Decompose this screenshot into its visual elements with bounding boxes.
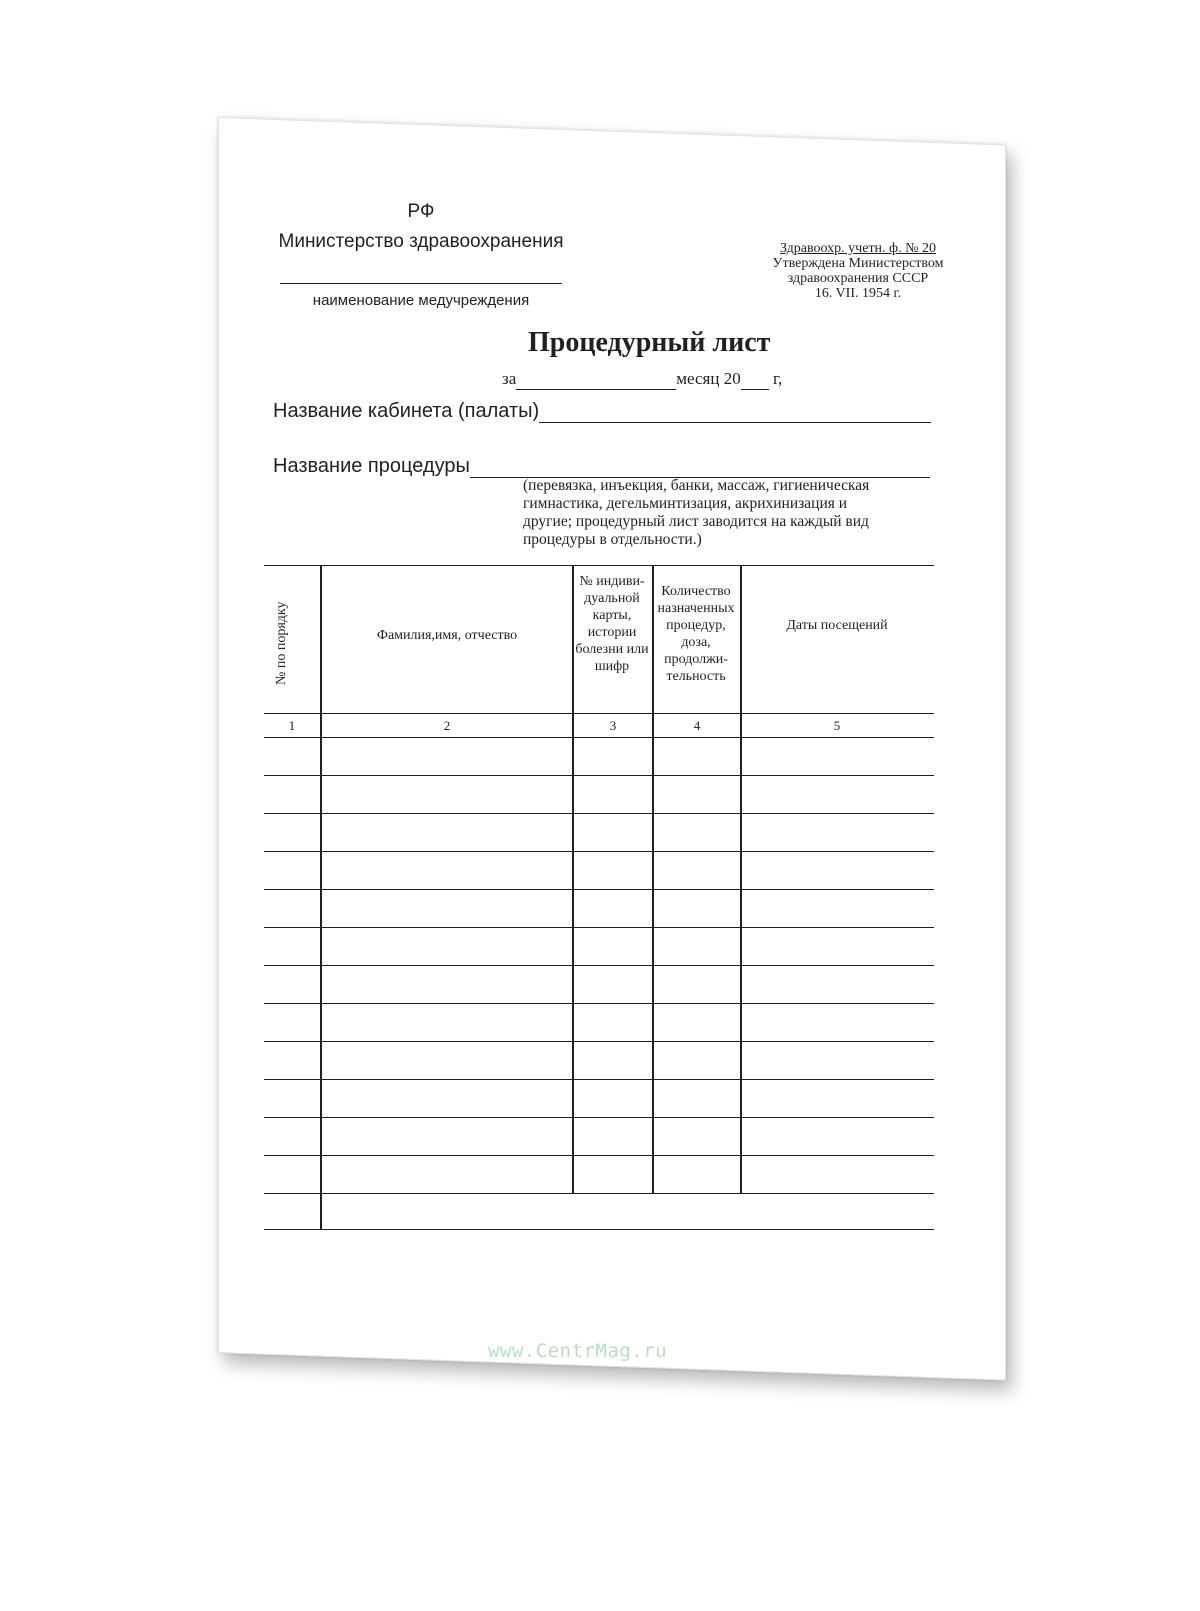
column-number-2: 2 bbox=[443, 718, 451, 733]
form-approved: Утверждена Министерством bbox=[772, 256, 944, 271]
organization-block bbox=[276, 201, 566, 309]
procedure-label: Название процедуры bbox=[273, 455, 470, 477]
room-field bbox=[273, 400, 931, 423]
month-blank bbox=[516, 369, 676, 390]
ministry-label: Министерство здравоохранения bbox=[278, 231, 564, 252]
form-approval-block bbox=[758, 241, 958, 301]
procedure-note: (перевязка, инъекция, банки, массаж, гигиеническая гимнастика, дегельминтизация, акрихинизация и другие; процедурный лист заводится на каждый вид процедуры в отдельности.) bbox=[523, 477, 870, 548]
column-number-5: 5 bbox=[833, 718, 841, 733]
column-header-order: № по порядку bbox=[274, 601, 289, 685]
column-number-4: 4 bbox=[693, 718, 701, 733]
column-header-card: № индиви- дуальной карты, истории болезни или шифр bbox=[575, 574, 649, 674]
form-ministry: здравоохранения СССР bbox=[787, 271, 929, 286]
column-header-dates: Даты посещений bbox=[786, 618, 888, 633]
period-month: месяц 20 bbox=[676, 369, 741, 388]
column-header-name: Фамилия,имя, отчество bbox=[376, 628, 518, 643]
period-suffix: г, bbox=[772, 369, 783, 388]
watermark: www.CentrMag.ru bbox=[488, 1340, 668, 1362]
column-header-dose: Количество назначенных процедур, доза, продолжи- тельность bbox=[657, 584, 735, 684]
procedure-table bbox=[264, 565, 934, 1230]
procedure-blank bbox=[470, 457, 930, 478]
period-line bbox=[502, 369, 782, 390]
procedure-field bbox=[273, 455, 930, 478]
form-code: Здравоохр. учетн. ф. № 20 bbox=[780, 241, 936, 256]
form-date: 16. VII. 1954 г. bbox=[814, 286, 902, 301]
room-label: Название кабинета (палаты) bbox=[273, 400, 540, 422]
institution-name-line bbox=[280, 253, 562, 284]
column-number-3: 3 bbox=[609, 718, 617, 733]
room-blank bbox=[539, 402, 931, 423]
period-prefix: за bbox=[502, 369, 517, 388]
institution-caption: наименование медучреждения bbox=[312, 292, 530, 309]
country-label: РФ bbox=[407, 201, 435, 222]
form-sheet bbox=[218, 117, 1006, 1381]
column-number-1: 1 bbox=[288, 718, 296, 733]
year-blank bbox=[741, 369, 769, 390]
document-title: Процедурный лист bbox=[528, 327, 771, 358]
